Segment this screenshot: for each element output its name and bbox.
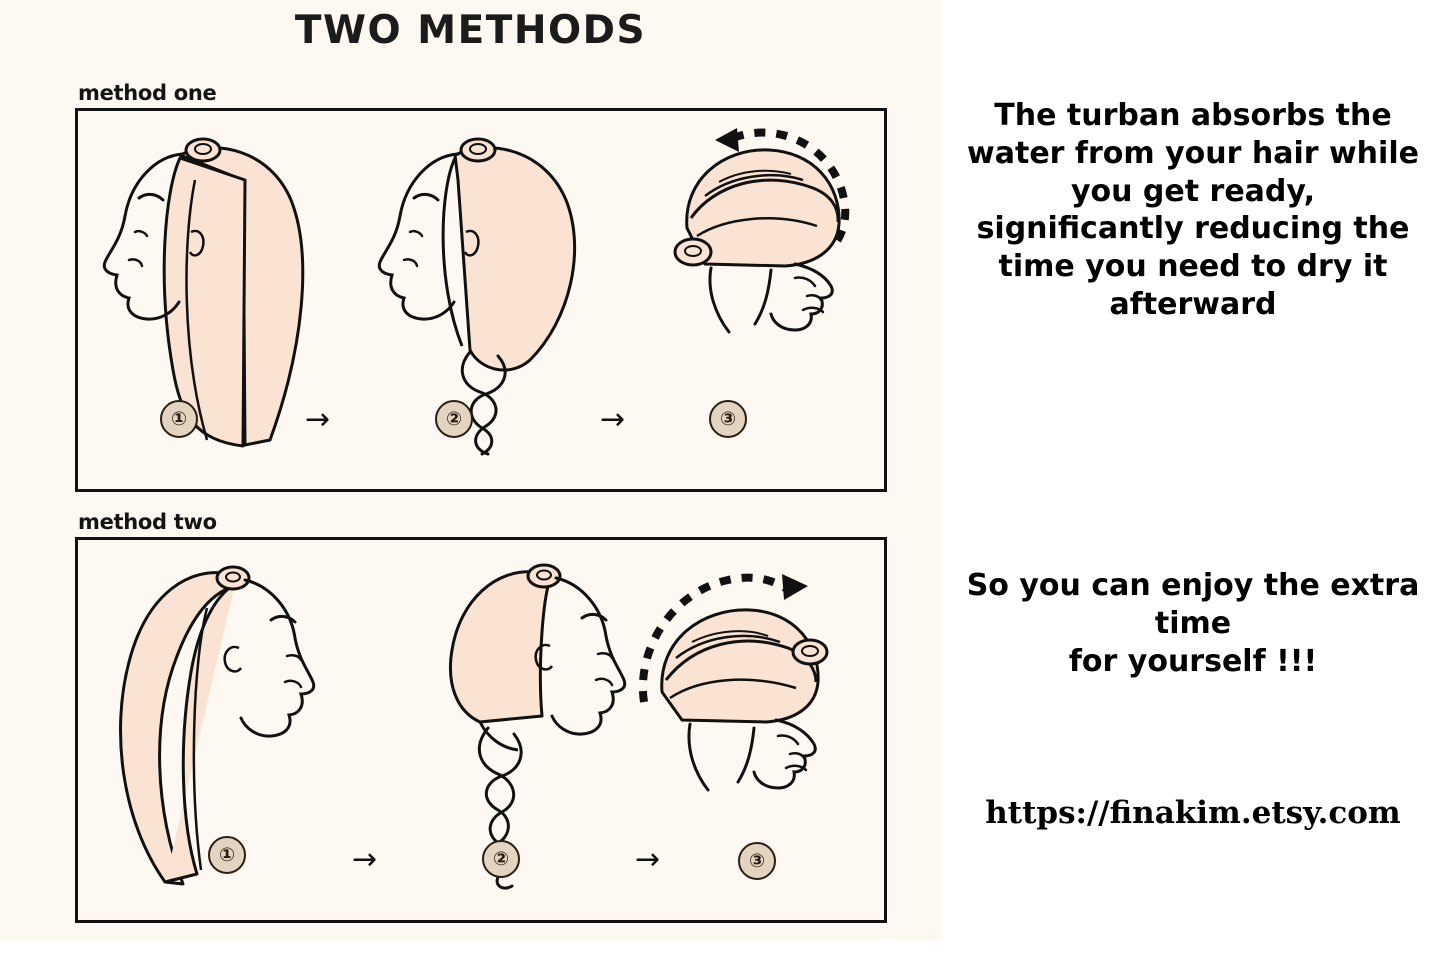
page-title: TWO METHODS bbox=[294, 8, 647, 53]
method-one-step-2-badge: ② bbox=[435, 400, 473, 438]
method-two-arrow-1: → bbox=[352, 842, 378, 877]
shop-url[interactable]: https://finakim.etsy.com bbox=[985, 795, 1401, 831]
method-two-label: method two bbox=[78, 510, 217, 534]
method-two-step-2-badge: ② bbox=[482, 840, 520, 878]
method-one-arrow-2: → bbox=[600, 402, 626, 437]
method-two-step-3-figure bbox=[610, 552, 860, 812]
method-one-step-2-figure bbox=[370, 120, 600, 460]
method-one-step-3-badge: ③ bbox=[709, 400, 747, 438]
promo-line-3: So you can enjoy the extra time bbox=[966, 568, 1420, 641]
method-one-step-3-figure bbox=[645, 118, 875, 348]
promo-paragraph-1 bbox=[951, 97, 1435, 324]
promo-line-1: The turban absorbs the water from your hair while you get ready, bbox=[967, 98, 1419, 209]
method-two-step-1-badge: ① bbox=[208, 836, 246, 874]
text-column bbox=[941, 0, 1445, 963]
method-one-arrow-1: → bbox=[305, 402, 331, 437]
promo-line-2: significantly reducing the time you need to dry it afterward bbox=[976, 211, 1410, 322]
promo-paragraph-2 bbox=[951, 567, 1435, 680]
method-one-step-1-badge: ① bbox=[160, 400, 198, 438]
method-two-step-2-figure bbox=[410, 552, 640, 897]
method-one-step-1-figure bbox=[95, 120, 325, 460]
method-two-arrow-2: → bbox=[635, 842, 661, 877]
method-one-label: method one bbox=[78, 81, 217, 105]
method-two-step-3-badge: ③ bbox=[738, 842, 776, 880]
promo-line-4: for yourself !!! bbox=[1068, 643, 1318, 679]
